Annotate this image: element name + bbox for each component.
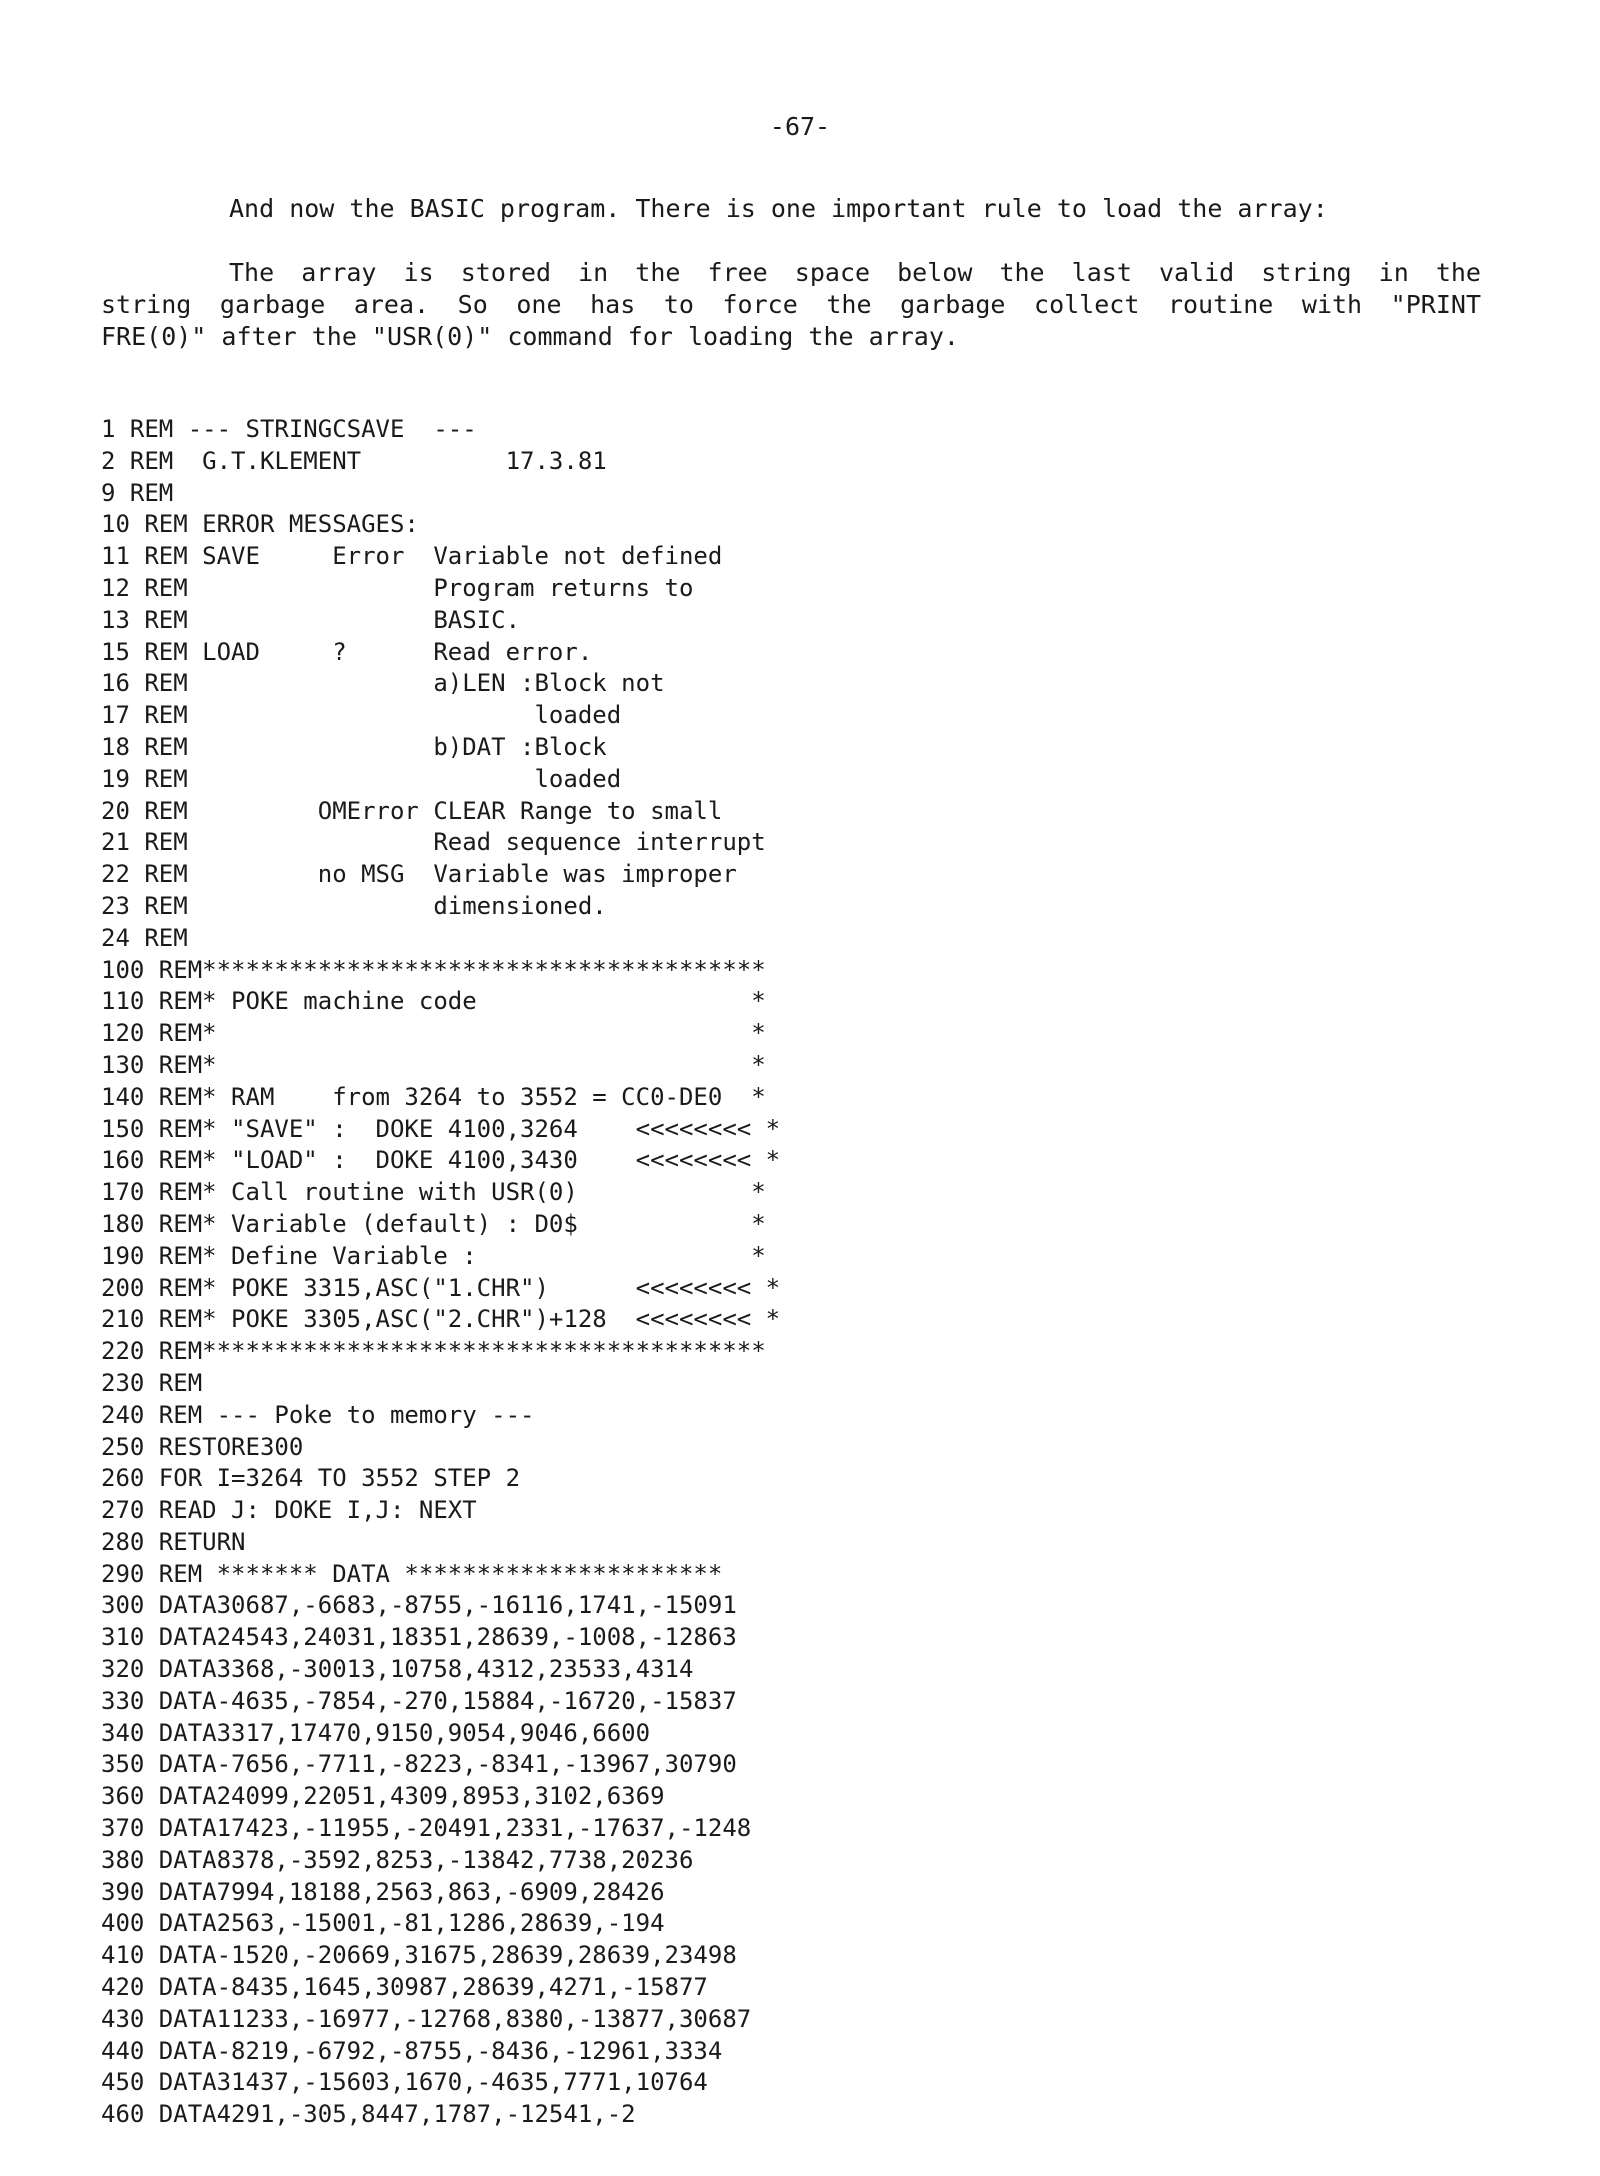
program-line: 24 REM	[101, 923, 188, 952]
program-line: 23 REM dimensioned.	[101, 891, 607, 920]
program-line: 210 REM* POKE 3305,ASC("2.CHR")+128 <<<<<<<< *	[101, 1305, 781, 1334]
program-line: 230 REM	[101, 1368, 203, 1397]
program-line: 13 REM BASIC.	[101, 605, 521, 634]
program-line: 10 REM ERROR MESSAGES:	[101, 510, 419, 539]
program-line: 280 RETURN	[101, 1527, 246, 1556]
program-line: 2 REM G.T.KLEMENT 17.3.81	[101, 446, 607, 475]
program-line: 200 REM* POKE 3315,ASC("1.CHR") <<<<<<<< *	[101, 1273, 781, 1302]
program-line: 240 REM --- Poke to memory ---	[101, 1400, 535, 1429]
program-line: 220 REM***************************************	[101, 1337, 766, 1366]
intro-paragraph-2	[101, 257, 1481, 353]
program-line: 330 DATA-4635,-7854,-270,15884,-16720,-15837	[101, 1686, 737, 1715]
basic-program-listing	[101, 414, 780, 2131]
intro-paragraph-1	[101, 193, 1481, 225]
program-line: 410 DATA-1520,-20669,31675,28639,28639,23498	[101, 1941, 737, 1970]
program-line: 1 REM --- STRINGCSAVE ---	[101, 415, 477, 443]
program-line: 160 REM* "LOAD" : DOKE 4100,3430 <<<<<<<< *	[101, 1146, 781, 1175]
program-line: 17 REM loaded	[101, 701, 622, 730]
intro-line: string garbage area. So one has to force the garbage collect routine with "PRINT	[101, 290, 1481, 319]
program-line: 430 DATA11233,-16977,-12768,8380,-13877,30687	[101, 2004, 752, 2033]
page-number: -67-	[769, 112, 831, 141]
program-line: 380 DATA8378,-3592,8253,-13842,7738,20236	[101, 1845, 694, 1874]
program-line: 180 REM* Variable (default) : D0$ *	[101, 1209, 766, 1238]
program-line: 140 REM* RAM from 3264 to 3552 = CC0-DE0 *	[101, 1082, 766, 1111]
program-line: 270 READ J: DOKE I,J: NEXT	[101, 1496, 477, 1525]
program-line: 390 DATA7994,18188,2563,863,-6909,28426	[101, 1877, 665, 1906]
program-line: 310 DATA24543,24031,18351,28639,-1008,-12863	[101, 1623, 737, 1652]
program-line: 340 DATA3317,17470,9150,9054,9046,6600	[101, 1718, 651, 1747]
intro-line: FRE(0)" after the "USR(0)" command for loading the array.	[101, 322, 959, 351]
intro-line: And now the BASIC program. There is one important rule to load the array:	[229, 194, 1328, 223]
program-line: 16 REM a)LEN :Block not	[101, 669, 665, 698]
program-line: 440 DATA-8219,-6792,-8755,-8436,-12961,3334	[101, 2036, 723, 2065]
program-line: 22 REM no MSG Variable was improper	[101, 860, 737, 889]
program-line: 460 DATA4291,-305,8447,1787,-12541,-2	[101, 2100, 636, 2129]
program-line: 120 REM* *	[101, 1019, 766, 1048]
program-line: 110 REM* POKE machine code *	[101, 987, 766, 1016]
intro-line: The array is stored in the free space below the last valid string in the	[229, 258, 1481, 287]
program-line: 11 REM SAVE Error Variable not defined	[101, 542, 723, 571]
program-line: 370 DATA17423,-11955,-20491,2331,-17637,-1248	[101, 1814, 752, 1843]
program-line: 170 REM* Call routine with USR(0) *	[101, 1178, 766, 1207]
program-line: 400 DATA2563,-15001,-81,1286,28639,-194	[101, 1909, 665, 1938]
program-line: 190 REM* Define Variable : *	[101, 1241, 766, 1270]
program-line: 300 DATA30687,-6683,-8755,-16116,1741,-15091	[101, 1591, 737, 1620]
program-line: 100 REM***************************************	[101, 955, 766, 984]
program-line: 360 DATA24099,22051,4309,8953,3102,6369	[101, 1782, 665, 1811]
program-line: 250 RESTORE300	[101, 1432, 304, 1461]
program-line: 450 DATA31437,-15603,1670,-4635,7771,10764	[101, 2068, 708, 2097]
program-line: 350 DATA-7656,-7711,-8223,-8341,-13967,30790	[101, 1750, 737, 1779]
program-line: 20 REM OMError CLEAR Range to small	[101, 796, 723, 825]
program-line: 12 REM Program returns to	[101, 573, 694, 602]
program-line: 290 REM ******* DATA **********************	[101, 1559, 723, 1588]
program-line: 19 REM loaded	[101, 764, 622, 793]
program-line: 320 DATA3368,-30013,10758,4312,23533,4314	[101, 1655, 694, 1684]
program-line: 21 REM Read sequence interrupt	[101, 828, 766, 857]
program-line: 260 FOR I=3264 TO 3552 STEP 2	[101, 1464, 521, 1493]
program-line: 15 REM LOAD ? Read error.	[101, 637, 593, 666]
program-line: 150 REM* "SAVE" : DOKE 4100,3264 <<<<<<<< *	[101, 1114, 781, 1143]
program-line: 420 DATA-8435,1645,30987,28639,4271,-15877	[101, 1973, 708, 2002]
program-line: 9 REM	[101, 478, 174, 507]
program-line: 18 REM b)DAT :Block	[101, 732, 607, 761]
program-line: 130 REM* *	[101, 1050, 766, 1079]
